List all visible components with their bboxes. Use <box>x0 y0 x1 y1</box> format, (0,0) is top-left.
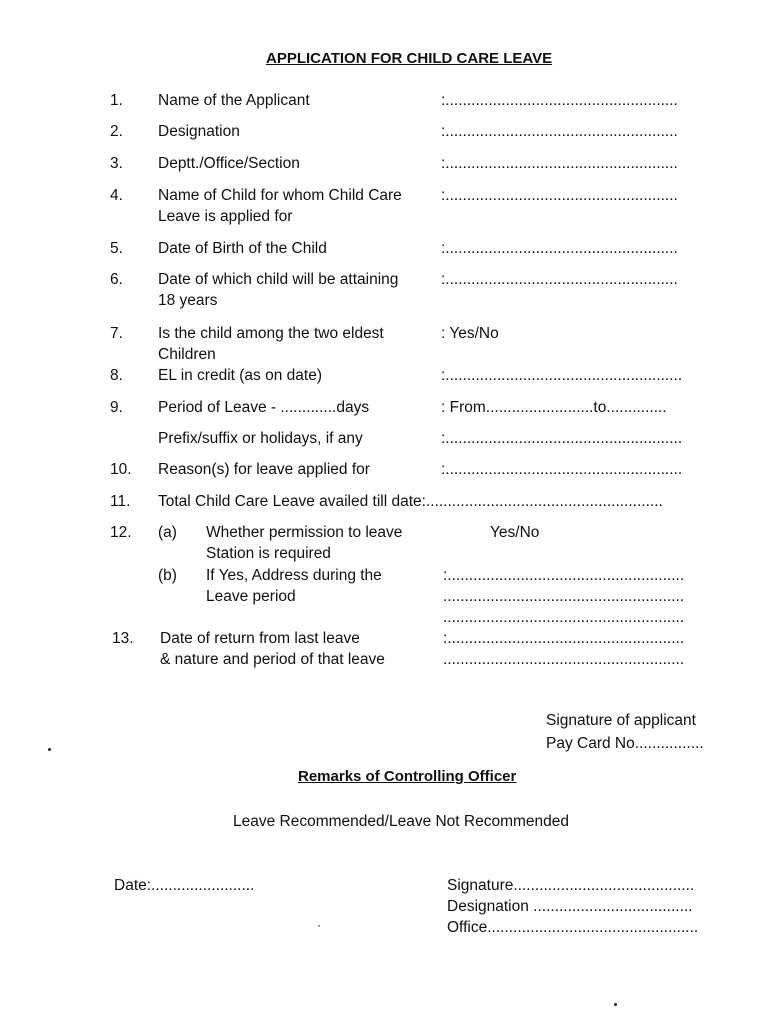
fill-field-child-dob[interactable]: :...................................................... <box>441 240 678 257</box>
item-number: 7. <box>110 325 123 342</box>
item-number: 10. <box>110 461 132 478</box>
scan-speck <box>318 925 320 927</box>
item-label: Prefix/suffix or holidays, if any <box>158 430 363 447</box>
item-label: Designation <box>158 123 240 140</box>
fill-field-period-from-to[interactable]: : From.........................to.............. <box>441 399 667 416</box>
item-number: 2. <box>110 123 123 140</box>
item-number: 12. <box>110 524 132 541</box>
item-label: 18 years <box>158 292 218 309</box>
fill-field-total-availed[interactable]: Total Child Care Leave availed till date:....................................................... <box>158 493 663 510</box>
item-number: 5. <box>110 240 123 257</box>
item-label: Leave is applied for <box>158 208 293 225</box>
fill-field-address-1[interactable]: :....................................................... <box>443 567 685 584</box>
item-label: Is the child among the two eldest <box>158 325 384 342</box>
item-number: 4. <box>110 187 123 204</box>
item-number: 11. <box>110 493 131 510</box>
fill-field-officer-office[interactable]: Office................................................. <box>447 919 699 936</box>
item-number: 3. <box>110 155 123 172</box>
fill-field-officer-designation[interactable]: Designation ..................................... <box>447 898 693 915</box>
fill-field-date[interactable]: Date:........................ <box>114 877 255 894</box>
fill-field-reasons[interactable]: :....................................................... <box>441 461 683 478</box>
form-title: APPLICATION FOR CHILD CARE LEAVE <box>266 50 553 67</box>
item-label: If Yes, Address during the <box>206 567 382 584</box>
fill-field-department[interactable]: :...................................................... <box>441 155 678 172</box>
scan-speck <box>614 1003 617 1006</box>
fill-field-return-date[interactable]: :....................................................... <box>443 630 685 647</box>
item-number: 1. <box>110 92 123 109</box>
item-label: Deptt./Office/Section <box>158 155 300 172</box>
sub-item-label: (b) <box>158 567 177 584</box>
fill-field-address-3[interactable]: ........................................................ <box>443 609 685 626</box>
remarks-heading: Remarks of Controlling Officer <box>298 768 517 785</box>
fill-field-attaining-18[interactable]: :...................................................... <box>441 271 678 288</box>
item-label: Whether permission to leave <box>206 524 403 541</box>
fill-field-child-name[interactable]: :...................................................... <box>441 187 678 204</box>
fill-field-address-2[interactable]: ........................................................ <box>443 588 685 605</box>
item-label: Children <box>158 346 216 363</box>
yes-no-field-station[interactable]: Yes/No <box>490 524 540 541</box>
item-label: EL in credit (as on date) <box>158 367 322 384</box>
item-label: Leave period <box>206 588 296 605</box>
item-label: Name of the Applicant <box>158 92 310 109</box>
fill-field-applicant-name[interactable]: :...................................................... <box>441 92 678 109</box>
fill-field-prefix-suffix[interactable]: :....................................................... <box>441 430 683 447</box>
fill-field-officer-signature[interactable]: Signature.......................................... <box>447 877 695 894</box>
fill-field-el-credit[interactable]: :....................................................... <box>441 367 683 384</box>
item-label: Date of return from last leave <box>160 630 360 647</box>
item-label: Reason(s) for leave applied for <box>158 461 370 478</box>
item-number: 9. <box>110 399 123 416</box>
yes-no-field-eldest[interactable]: : Yes/No <box>441 325 499 342</box>
fill-field-pay-card[interactable]: Pay Card No................ <box>546 735 704 752</box>
scan-speck <box>48 748 51 751</box>
item-label: Name of Child for whom Child Care <box>158 187 402 204</box>
fill-field-designation[interactable]: :...................................................... <box>441 123 678 140</box>
recommendation-options[interactable]: Leave Recommended/Leave Not Recommended <box>233 813 570 830</box>
item-number: 6. <box>110 271 123 288</box>
item-label: Station is required <box>206 545 331 562</box>
item-label: Date of which child will be attaining <box>158 271 399 288</box>
fill-field-nature-period[interactable]: ........................................................ <box>443 651 685 668</box>
item-number: 13. <box>112 630 134 647</box>
item-number: 8. <box>110 367 123 384</box>
applicant-signature-label: Signature of applicant <box>546 712 696 729</box>
item-label: Period of Leave - .............days <box>158 399 370 416</box>
item-label: & nature and period of that leave <box>160 651 385 668</box>
sub-item-label: (a) <box>158 524 177 541</box>
item-label: Date of Birth of the Child <box>158 240 327 257</box>
